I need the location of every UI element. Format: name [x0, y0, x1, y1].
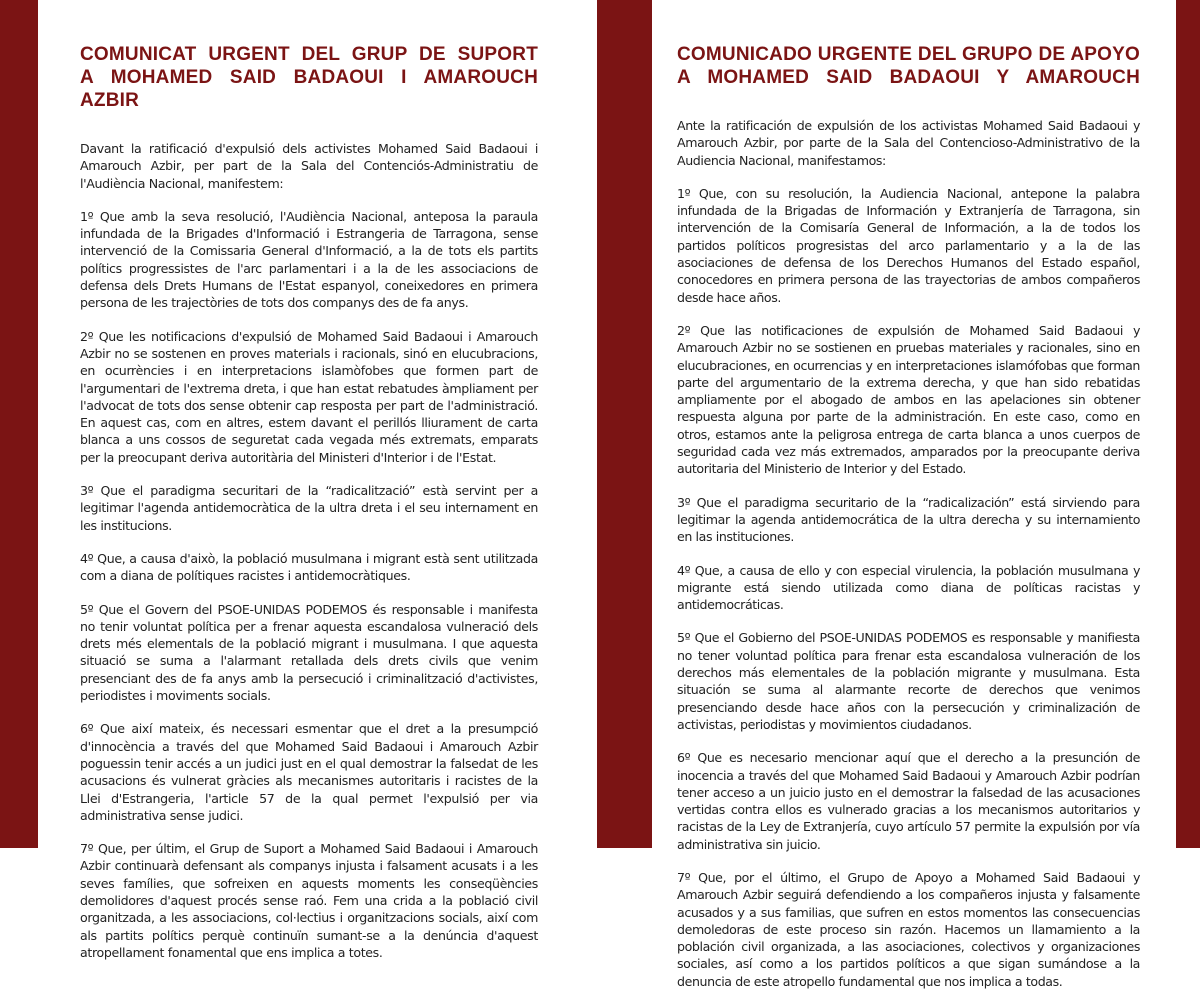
- catalan-paragraph-7: 7º Que, per últim, el Grup de Suport a Mohamed Said Badaoui i Amarouch Azbir continuarà defensant als companys injusta i falsament acusats i a les seves famílies, que sofreixen en aquests moments les conseqüències demolidores d'aquest procés sense raó. Fem una crida a la població civil organitzada, a les associacions, col·lectius i organitzacions socials, així com als partits polítics perquè continuïn sumant-se a la denúncia d'aquest atropellament fonamental que ens implica a totes.: [80, 841, 538, 960]
- spanish-paragraph-2: 2º Que las notificaciones de expulsión de Mohamed Said Badaoui y Amarouch Azbir no se sostienen en pruebas materiales y racionales, sino en elucubraciones, en ocurrencias y en interpretaciones islamófobas que forman parte del argumentario de la extrema derecha, y que han sido rebatidas ampliamente por el abogado de ambos en las apelaciones sin obtener respuesta alguna por parte de la administración. En este caso, como en otros, estamos ante la peligrosa entrega de carta blanca a unos cuerpos de seguridad cada vez más extremados, amparados por la preocupante deriva autoritaria del Ministerio de Interior y del Estado.: [677, 322, 1140, 477]
- catalan-paragraph-intro: Davant la ratificació d'expulsió dels activistes Mohamed Said Badaoui i Amarouch Azbir, per part de la Sala del Contenciós-Administratiu de l'Audiència Nacional, manifestem:: [80, 141, 538, 191]
- catalan-title-line-2: A MOHAMED SAID BADAOUI I AMAROUCH AZBIR: [80, 67, 538, 111]
- spanish-paragraph-6: 6º Que es necesario mencionar aquí que el derecho a la presunción de inocencia a través del que Mohamed Said Badaoui y Amarouch Azbir podrían tener acceso a un juicio justo en el demostrar la falsedad de las acusaciones vertidas contra ellos es vulnerado gracias a los mecanismos autoritarios y racistas de la Ley de Extranjería, cuyo artículo 57 permite la expulsión por vía administrativa sin juicio.: [677, 750, 1140, 852]
- catalan-paragraph-1: 1º Que amb la seva resolució, l'Audiència Nacional, anteposa la paraula infundada de la Brigades d'Informació i Estrangeria de Tarragona, sense intervenció de la Comissaria General d'Informació, a la de tots els partits polítics progressistes de l'arc parlamentari i a la de les associacions de defensa dels Drets Humans de l'Estat espanyol, coneixedores en primera persona de les trajectòries de tots dos companys des de fa anys.: [80, 208, 538, 311]
- center-gutter-band: [597, 0, 652, 848]
- spanish-title-line-2: A MOHAMED SAID BADAOUI Y AMAROUCH: [677, 67, 1140, 88]
- spanish-paragraph-intro: Ante la ratificación de expulsión de los activistas Mohamed Said Badaoui y Amarouch Azbir, por parte de la Sala del Contencioso-Administrativo de la Audiencia Nacional, manifestamos:: [677, 118, 1140, 168]
- spanish-paragraph-1: 1º Que, con su resolución, la Audiencia Nacional, antepone la palabra infundada de la Brigadas de Información y Extranjería de Tarragona, sin intervención de la Comisaría General de Información, a la de todos los partidos políticos progresistas del arco parlamentario y a la de las asociaciones de defensa de los Derechos Humanos del Estado español, conocedores en primera persona de las trayectorias de ambos compañeros desde hace años.: [677, 185, 1140, 305]
- catalan-column: [80, 0, 538, 977]
- spanish-paragraph-5: 5º Que el Gobierno del PSOE-UNIDAS PODEMOS es responsable y manifiesta no tener voluntad política para frenar esta escandalosa vulneración de los derechos más elementales de la población migrante y musulmana. Esta situación se suma al alarmante recorte de derechos que venimos presenciando desde hace años con la persecución y criminalización de activistas, periodistas y movimientos ciudadanos.: [677, 630, 1140, 732]
- spanish-body: [677, 117, 1140, 990]
- catalan-paragraph-3: 3º Que el paradigma securitari de la “radicalització” està servint per a legitimar l'agenda antidemocràtica de la ultra dreta i el seu internament en les institucions.: [80, 483, 538, 533]
- spanish-paragraph-3: 3º Que el paradigma securitario de la “radicalización” está sirviendo para legitimar la agenda antidemocrática de la ultra derecha y su internamiento en las instituciones.: [677, 494, 1140, 545]
- catalan-paragraph-2: 2º Que les notificacions d'expulsió de Mohamed Said Badaoui i Amarouch Azbir no se sostenen en proves materials i racionals, sinó en elucubracions, en ocurrències i en interpretacions islamòfobes que formen part de l'argumentari de l'extrema dreta, i que han estat rebatudes àmpliament per l'advocat de tots dos sense obtenir cap resposta per part de l'administració. En aquest cas, com en altres, estem davant el perillós lliurament de carta blanca a uns cossos de seguretat cada vegada més extremats, emparats per la preocupant deriva autoritària del Ministeri d'Interior i de l'Estat.: [80, 328, 538, 465]
- spanish-title-line-1: COMUNICADO URGENTE DEL GRUPO DE APOYO: [677, 44, 1140, 65]
- spanish-paragraph-7: 7º Que, por el último, el Grupo de Apoyo a Mohamed Said Badaoui y Amarouch Azbir seguirá defendiendo a los compañeros injusta y falsamente acusados y a sus familias, que sufren en estos momentos las consecuencias demoledoras de este proceso sin razón. Hacemos un llamamiento a la población civil organizada, a las asociaciones, colectivos y organizaciones sociales, así como a los partidos políticos a que sigan sumándose a la denuncia de este atropello fundamental que nos implica a todas.: [677, 869, 1140, 989]
- catalan-title-line-1: COMUNICAT URGENT DEL GRUP DE SUPORT: [80, 44, 538, 65]
- catalan-paragraph-4: 4º Que, a causa d'això, la població musulmana i migrant està sent utilitzada com a diana de polítiques racistes i antidemocràtiques.: [80, 550, 538, 584]
- spanish-column: [677, 0, 1140, 1006]
- catalan-paragraph-6: 6º Que així mateix, és necessari esmentar que el dret a la presumpció d'innocència a través del que Mohamed Said Badaoui i Amarouch Azbir poguessin tenir accés a un judici just en el qual demostrar la falsedat de les acusacions és vulnerat gràcies als mecanismes autoritaris i racistes de la Llei d'Estrangeria, l'article 57 de la qual permet l'expulsió per via administrativa sense judici.: [80, 721, 538, 823]
- catalan-paragraph-5: 5º Que el Govern del PSOE-UNIDAS PODEMOS és responsable i manifesta no tenir voluntat política per a frenar aquesta escandalosa vulneració dels drets més elementals de la població migrant i musulmana. I que aquesta situació se suma a l'alarmant retallada dels drets civils que venim presenciant des de fa anys amb la persecució i criminalització d'activistes, periodistes i moviments socials.: [80, 601, 538, 704]
- left-margin-band: [0, 0, 38, 848]
- catalan-body: [80, 140, 538, 961]
- spanish-title: [677, 43, 1140, 89]
- spanish-paragraph-4: 4º Que, a causa de ello y con especial virulencia, la población musulmana y migrante está siendo utilizada como diana de políticas racistas y antidemocráticas.: [677, 562, 1140, 613]
- right-margin-band: [1176, 0, 1200, 848]
- catalan-title: [80, 43, 538, 112]
